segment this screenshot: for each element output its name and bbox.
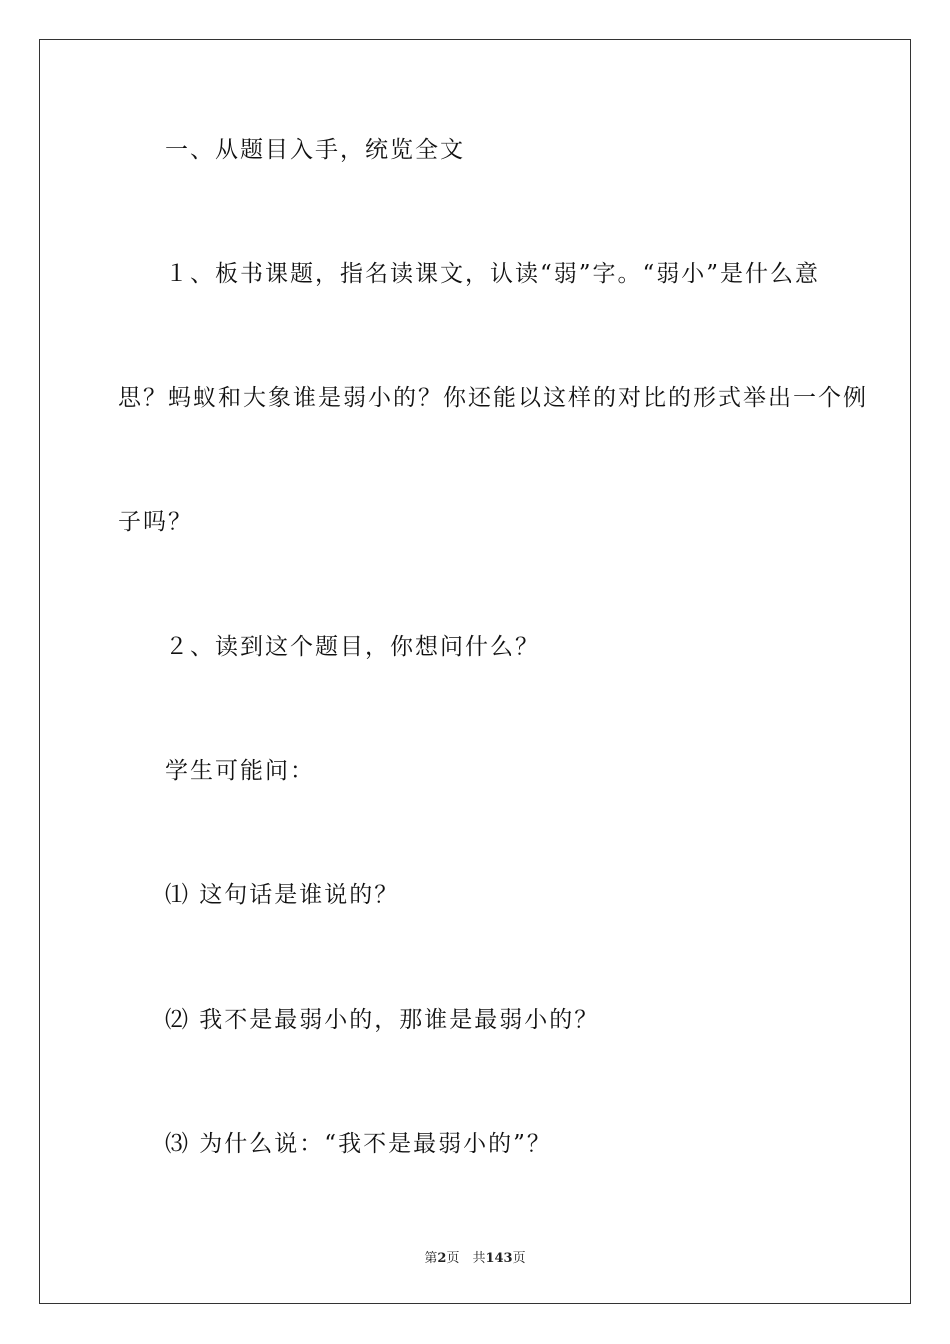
footer-page-number: 2 <box>437 1251 447 1266</box>
section-heading: 一、从题目入手，统览全文 <box>165 137 465 163</box>
paragraph-line: 学生可能问： <box>165 758 315 784</box>
list-item: ⑶ 为什么说：“我不是最弱小的”？ <box>165 1131 552 1157</box>
page-frame <box>39 39 911 1304</box>
footer-prefix: 第 <box>424 1251 438 1266</box>
footer-suffix: 页 <box>512 1251 526 1266</box>
list-item: ⑴ 这句话是谁说的？ <box>165 882 400 908</box>
footer-middle: 页 共 <box>446 1251 486 1266</box>
paragraph-line: ２、读到这个题目，你想问什么？ <box>165 634 540 660</box>
paragraph-line: 思？蚂蚁和大象谁是弱小的？你还能以这样的对比的形式举出一个例 <box>118 385 868 411</box>
footer-total-pages: 143 <box>485 1251 513 1266</box>
list-item: ⑵ 我不是最弱小的，那谁是最弱小的？ <box>165 1007 600 1033</box>
paragraph-line: １、板书课题，指名读课文，认读“弱”字。“弱小”是什么意 <box>165 261 821 287</box>
paragraph-line: 子吗？ <box>118 509 193 535</box>
page-footer <box>0 1247 950 1266</box>
